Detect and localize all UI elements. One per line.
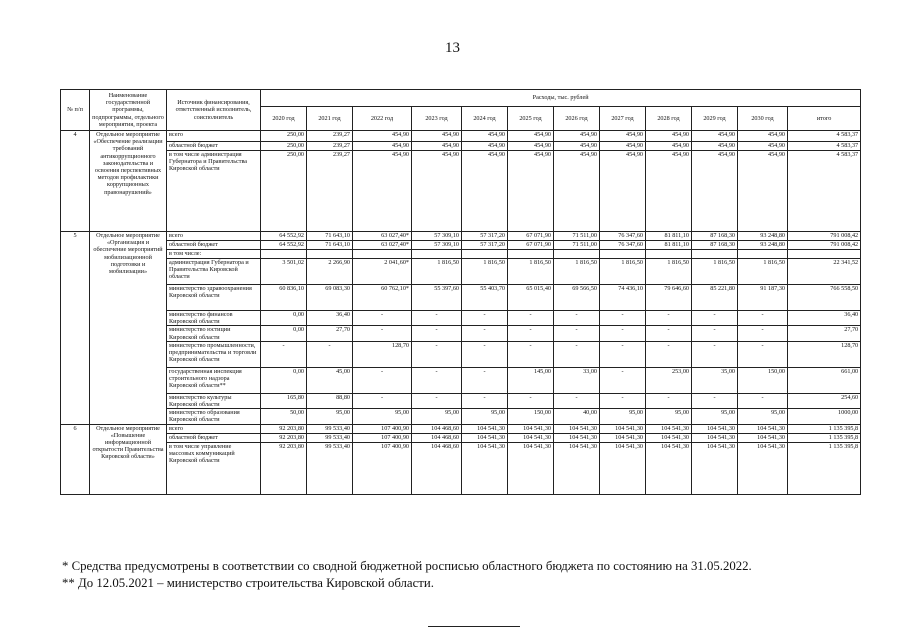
value-cell: 150,00 [738,367,788,393]
value-cell: 67 071,90 [508,232,554,241]
value-cell: 57 317,20 [462,241,508,250]
value-cell: 92 203,80 [261,424,307,433]
header-year-0: 2020 год [261,107,307,131]
value-cell: 95,00 [353,409,412,424]
value-cell: 128,70 [788,341,861,367]
value-cell: - [462,341,508,367]
value-cell: 55 403,70 [462,285,508,311]
value-cell: 0,00 [261,311,307,326]
funding-source: областной бюджет [167,142,261,151]
value-cell: 95,00 [307,409,353,424]
value-cell: - [462,311,508,326]
value-cell: 454,90 [462,142,508,151]
value-cell: 104 541,30 [646,442,692,494]
value-cell: 4 583,37 [788,142,861,151]
value-cell: 81 811,10 [646,232,692,241]
value-cell: - [738,341,788,367]
value-cell: 104 541,30 [600,424,646,433]
value-cell: 1 816,50 [600,259,646,285]
value-cell: 35,00 [692,367,738,393]
page-number: 13 [445,40,460,56]
value-cell: 63 027,40* [353,241,412,250]
value-cell: 104 541,30 [508,424,554,433]
table-row [61,311,861,326]
value-cell: - [600,311,646,326]
table-row [61,433,861,442]
value-cell: - [508,341,554,367]
value-cell: 454,90 [692,151,738,232]
funding-source: всего [167,424,261,433]
value-cell: 239,27 [307,131,353,142]
table-row [61,232,861,241]
value-cell: - [600,326,646,341]
funding-source: министерство юстиции Кировской области [167,326,261,341]
end-rule [428,626,520,627]
value-cell: - [554,311,600,326]
value-cell: - [412,367,462,393]
value-cell: 454,90 [738,151,788,232]
group-number: 4 [61,131,90,232]
value-cell: - [692,341,738,367]
value-cell [738,250,788,259]
header-year-8: 2028 год [646,107,692,131]
value-cell: 95,00 [462,409,508,424]
funding-source: областной бюджет [167,433,261,442]
value-cell: 104 468,60 [412,433,462,442]
value-cell: 74 436,10 [600,285,646,311]
header-year-10: 2030 год [738,107,788,131]
value-cell: 0,00 [261,326,307,341]
value-cell: 104 468,60 [412,424,462,433]
value-cell: 104 541,30 [554,424,600,433]
value-cell: 454,90 [508,151,554,232]
value-cell: 33,00 [554,367,600,393]
funding-source: в том числе: [167,250,261,259]
value-cell: 55 397,60 [412,285,462,311]
group-name: Отдельное мероприятие «Повышение информационной открытости Правительства Кировской области» [90,424,167,494]
value-cell: 104 541,30 [646,433,692,442]
value-cell: 454,90 [600,131,646,142]
value-cell: 454,90 [646,151,692,232]
value-cell: 60 762,10* [353,285,412,311]
value-cell: 1000,00 [788,409,861,424]
value-cell: 104 541,30 [554,433,600,442]
value-cell: 88,80 [307,393,353,408]
value-cell: - [554,326,600,341]
table-row [61,393,861,408]
value-cell: 250,00 [261,142,307,151]
value-cell: - [600,393,646,408]
value-cell: 454,90 [462,151,508,232]
value-cell: 27,70 [788,326,861,341]
value-cell: 791 008,42 [788,241,861,250]
value-cell: 454,90 [508,131,554,142]
value-cell [692,250,738,259]
funding-source: всего [167,232,261,241]
value-cell: 454,90 [554,142,600,151]
value-cell: 454,90 [646,131,692,142]
value-cell: 64 552,92 [261,241,307,250]
value-cell: 250,00 [261,151,307,232]
value-cell: 4 583,37 [788,151,861,232]
group-number: 5 [61,232,90,425]
financing-table [60,89,861,495]
header-year-9: 2029 год [692,107,738,131]
value-cell: - [646,393,692,408]
value-cell: 27,70 [307,326,353,341]
value-cell: 57 317,20 [462,232,508,241]
table-row [61,259,861,285]
value-cell: 1 816,50 [508,259,554,285]
value-cell: 253,00 [646,367,692,393]
value-cell: 454,90 [554,131,600,142]
table-row [61,442,861,494]
value-cell: 1 816,50 [554,259,600,285]
value-cell [307,250,353,259]
value-cell: 36,40 [788,311,861,326]
value-cell: 454,90 [353,151,412,232]
value-cell: 95,00 [412,409,462,424]
group-name: Отдельное мероприятие «Обеспечение реализации требований антикоррупционного законодательства и освоения перспективных методов профилактики коррупционных правонарушений» [90,131,167,232]
value-cell: 104 541,30 [600,433,646,442]
value-cell: - [738,326,788,341]
value-cell: - [738,393,788,408]
value-cell: 64 552,92 [261,232,307,241]
value-cell: 91 187,30 [738,285,788,311]
value-cell: 454,90 [692,131,738,142]
value-cell: 81 811,10 [646,241,692,250]
value-cell: 454,90 [738,142,788,151]
value-cell: 92 203,80 [261,442,307,494]
value-cell: - [353,311,412,326]
value-cell: 104 541,30 [738,442,788,494]
value-cell: - [554,341,600,367]
value-cell: 107 400,90 [353,433,412,442]
value-cell: 454,90 [412,151,462,232]
value-cell: 45,00 [307,367,353,393]
value-cell: - [307,341,353,367]
value-cell: 661,00 [788,367,861,393]
value-cell: 239,27 [307,142,353,151]
value-cell: 104 541,30 [646,424,692,433]
value-cell: 104 468,60 [412,442,462,494]
value-cell: 454,90 [738,131,788,142]
table-row [61,367,861,393]
value-cell: 69 083,30 [307,285,353,311]
value-cell: 71 511,00 [554,232,600,241]
value-cell: - [462,326,508,341]
value-cell: - [412,311,462,326]
value-cell: 250,00 [261,131,307,142]
value-cell: 69 566,50 [554,285,600,311]
table-row [61,142,861,151]
value-cell: 99 533,40 [307,424,353,433]
header-num: № п/п [61,90,90,131]
funding-source: министерство образования Кировской области [167,409,261,424]
value-cell [554,250,600,259]
table-row [61,151,861,232]
value-cell: 71 643,10 [307,241,353,250]
value-cell: 99 533,40 [307,442,353,494]
value-cell: 791 008,42 [788,232,861,241]
value-cell: 63 027,40* [353,232,412,241]
value-cell: 71 643,10 [307,232,353,241]
value-cell [412,250,462,259]
value-cell: 454,90 [692,142,738,151]
value-cell: - [554,393,600,408]
value-cell [600,250,646,259]
value-cell: 454,90 [554,151,600,232]
value-cell: 454,90 [600,142,646,151]
value-cell: 22 341,52 [788,259,861,285]
value-cell: 1 135 395,8 [788,433,861,442]
value-cell: - [508,393,554,408]
funding-source: в том числе администрация Губернатора и Правительства Кировской области [167,151,261,232]
value-cell: 85 221,80 [692,285,738,311]
value-cell: 104 541,30 [462,442,508,494]
value-cell: 454,90 [412,131,462,142]
value-cell: 76 347,60 [600,232,646,241]
value-cell: 150,00 [508,409,554,424]
value-cell: 104 541,30 [600,442,646,494]
header-year-5: 2025 год [508,107,554,131]
value-cell: 57 309,10 [412,241,462,250]
value-cell: - [738,311,788,326]
header-year-7: 2027 год [600,107,646,131]
value-cell: 454,90 [600,151,646,232]
value-cell: - [412,393,462,408]
value-cell: 104 541,30 [508,433,554,442]
table-row [61,131,861,142]
group-name: Отдельное мероприятие «Организация и обеспечение мероприятий мобилизационной подготовки и мобилизации» [90,232,167,425]
table-row [61,250,861,259]
value-cell [261,250,307,259]
value-cell: 40,00 [554,409,600,424]
funding-source: министерство промышленности, предпринимательства и торговли Кировской области [167,341,261,367]
value-cell: 60 836,10 [261,285,307,311]
header-name: Наименование государственной программы, подпрограммы, отдельного мероприятия, проекта [90,90,167,131]
table-row [61,424,861,433]
value-cell: 71 511,00 [554,241,600,250]
value-cell: 145,00 [508,367,554,393]
table-row [61,241,861,250]
value-cell: 99 533,40 [307,433,353,442]
header-expenses: Расходы, тыс. рублей [261,90,861,107]
funding-source: министерство финансов Кировской области [167,311,261,326]
funding-source: государственная инспекция строительного надзора Кировской области** [167,367,261,393]
value-cell: 104 541,30 [462,424,508,433]
value-cell: 0,00 [261,367,307,393]
funding-source: министерство культуры Кировской области [167,393,261,408]
value-cell: - [646,311,692,326]
value-cell: 454,90 [412,142,462,151]
value-cell: 454,90 [508,142,554,151]
value-cell: 454,90 [462,131,508,142]
value-cell: 454,90 [353,131,412,142]
header-year-4: 2024 год [462,107,508,131]
value-cell: 95,00 [600,409,646,424]
value-cell: 93 248,80 [738,232,788,241]
footnotes [62,558,752,592]
value-cell: 1 135 395,8 [788,424,861,433]
table-row [61,285,861,311]
value-cell: - [462,393,508,408]
value-cell: 79 646,60 [646,285,692,311]
value-cell: 107 400,90 [353,442,412,494]
header-year-1: 2021 год [307,107,353,131]
value-cell: 92 203,80 [261,433,307,442]
value-cell: 1 816,50 [738,259,788,285]
funding-source: министерство здравоохранения Кировской области [167,285,261,311]
header-year-2: 2022 год [353,107,412,131]
value-cell: 454,90 [646,142,692,151]
value-cell: - [600,341,646,367]
value-cell: - [508,326,554,341]
header-year-6: 2026 год [554,107,600,131]
value-cell: 104 541,30 [692,433,738,442]
table-row [61,409,861,424]
value-cell: 766 558,50 [788,285,861,311]
value-cell: 104 541,30 [554,442,600,494]
value-cell [353,250,412,259]
value-cell: 104 541,30 [462,433,508,442]
value-cell: - [353,326,412,341]
value-cell [508,250,554,259]
value-cell: - [646,326,692,341]
value-cell: - [692,326,738,341]
value-cell: - [353,393,412,408]
value-cell: - [261,341,307,367]
table-row [61,326,861,341]
funding-source: областной бюджет [167,241,261,250]
value-cell: 4 583,37 [788,131,861,142]
value-cell [462,250,508,259]
value-cell: 1 816,50 [412,259,462,285]
funding-source: в том числе управление массовых коммуникаций Кировской области [167,442,261,494]
value-cell: 95,00 [738,409,788,424]
value-cell: 67 071,90 [508,241,554,250]
value-cell: 57 309,10 [412,232,462,241]
value-cell: 36,40 [307,311,353,326]
value-cell: 128,70 [353,341,412,367]
value-cell: 2 266,90 [307,259,353,285]
value-cell: 93 248,80 [738,241,788,250]
value-cell: 104 541,30 [738,424,788,433]
value-cell: - [412,326,462,341]
value-cell [788,250,861,259]
value-cell: 454,90 [353,142,412,151]
group-number: 6 [61,424,90,494]
value-cell: - [353,367,412,393]
value-cell: 1 135 395,8 [788,442,861,494]
value-cell: - [692,311,738,326]
value-cell: 165,80 [261,393,307,408]
value-cell: 104 541,30 [692,442,738,494]
value-cell: 65 015,40 [508,285,554,311]
value-cell: 254,60 [788,393,861,408]
value-cell: 87 168,30 [692,241,738,250]
header-source: Источник финансирования, ответственный исполнитель, соисполнитель [167,90,261,131]
value-cell: 95,00 [646,409,692,424]
value-cell: - [646,341,692,367]
value-cell: 104 541,30 [692,424,738,433]
value-cell: 95,00 [692,409,738,424]
footnote-1: * Средства предусмотрены в соответствии со сводной бюджетной росписью областного бюджета по состоянию на 31.05.2022. [62,559,752,573]
value-cell: 104 541,30 [738,433,788,442]
value-cell: 2 041,60* [353,259,412,285]
header-year-3: 2023 год [412,107,462,131]
funding-source: администрация Губернатора и Правительства Кировской области [167,259,261,285]
value-cell: - [412,341,462,367]
value-cell: - [462,367,508,393]
value-cell: 1 816,50 [646,259,692,285]
value-cell [646,250,692,259]
value-cell: 76 347,60 [600,241,646,250]
value-cell: 1 816,50 [462,259,508,285]
value-cell: 107 400,90 [353,424,412,433]
value-cell: 239,27 [307,151,353,232]
value-cell: - [600,367,646,393]
header-year-11: итого [788,107,861,131]
value-cell: - [692,393,738,408]
value-cell: 1 816,50 [692,259,738,285]
value-cell: 50,00 [261,409,307,424]
table-row [61,341,861,367]
funding-source: всего [167,131,261,142]
value-cell: 104 541,30 [508,442,554,494]
value-cell: 87 168,30 [692,232,738,241]
footnote-2: ** До 12.05.2021 – министерство строительства Кировской области. [62,576,434,590]
value-cell: - [508,311,554,326]
value-cell: 3 501,02 [261,259,307,285]
